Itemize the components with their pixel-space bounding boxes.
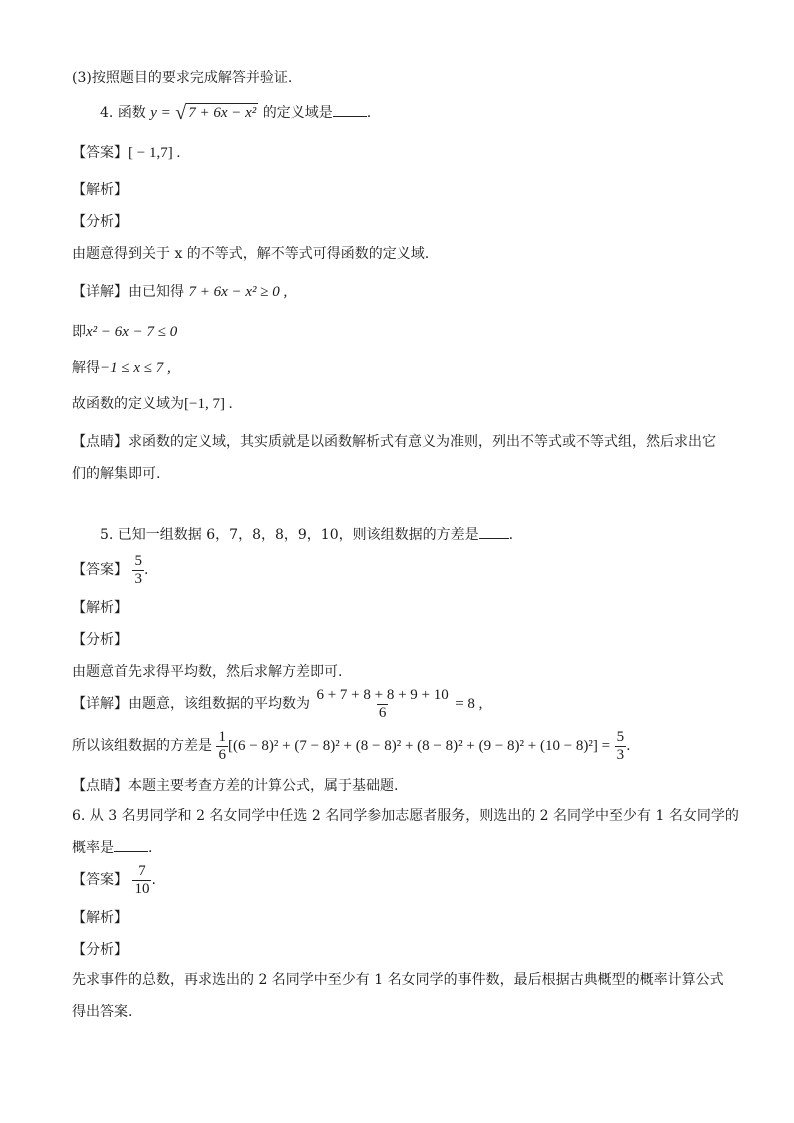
question-6: 6. 从 3 名男同学和 2 名女同学中任选 2 名同学参加志愿者服务，则选出的 2 名同学中至少有 1 名女同学的 bbox=[72, 808, 739, 824]
variance-expression: [(6 − 8)² + (7 − 8)² + (8 − 8)² + (8 − 8)² + (9 − 8)² + (10 − 8)²] = bbox=[227, 738, 611, 754]
function-lhs: y = bbox=[150, 105, 171, 121]
dianjing-text: 求函数的定义域，其实质就是以函数解析式有意义为准则，列出不等式或不等式组，然后求出它 bbox=[128, 434, 716, 450]
step-line bbox=[72, 358, 171, 378]
mean-fraction bbox=[314, 687, 450, 722]
variance-text: 所以该组数据的方差是 bbox=[72, 738, 212, 754]
step-text: 即 bbox=[72, 324, 86, 340]
fraction-denominator: 10 bbox=[134, 880, 150, 897]
answer-fraction bbox=[132, 863, 151, 898]
jiexi-tag: 【解析】 bbox=[72, 182, 128, 198]
step-3-text: (3)按照题目的要求完成解答并验证. bbox=[72, 70, 293, 86]
dianjing-line bbox=[72, 432, 716, 452]
question-end: . bbox=[366, 105, 372, 121]
answer-end: . bbox=[143, 562, 149, 578]
fraction-denominator: 3 bbox=[616, 746, 625, 763]
step-line bbox=[72, 394, 232, 414]
fenxi-text: 由题意首先求得平均数，然后求解方差即可. bbox=[72, 664, 343, 680]
step-text: 解得 bbox=[72, 360, 100, 376]
question-text: 概率是 bbox=[72, 840, 114, 856]
question-text: 5. 已知一组数据 6，7，8，8，9，10，则该组数据的方差是 bbox=[100, 527, 479, 543]
variance-coefficient bbox=[216, 729, 228, 764]
detail-line bbox=[72, 686, 482, 722]
detail-tag: 【详解】 bbox=[72, 696, 128, 712]
answer-tag: 【答案】 bbox=[72, 145, 128, 161]
fenxi-tag: 【分析】 bbox=[72, 214, 128, 230]
detail-math: 7 + 6x − x² ≥ 0 , bbox=[188, 284, 288, 300]
fenxi-text-cont: 得出答案. bbox=[72, 1004, 133, 1020]
dianjing-tag: 【点睛】 bbox=[72, 778, 128, 794]
sqrt-symbol: √ bbox=[175, 102, 187, 124]
answer-end: . bbox=[151, 872, 156, 888]
answer-blank bbox=[479, 524, 509, 539]
detail-tag: 【详解】 bbox=[72, 284, 128, 300]
detail-text: 由已知得 bbox=[128, 284, 184, 300]
fenxi-text: 由题意得到关于 x 的不等式，解不等式可得函数的定义域. bbox=[72, 246, 430, 262]
step-math: −1 ≤ x ≤ 7 , bbox=[100, 360, 171, 376]
dianjing-line bbox=[72, 776, 398, 796]
dianjing-text-cont: 们的解集即可. bbox=[72, 466, 161, 482]
dianjing-text: 本题主要考查方差的计算公式，属于基础题. bbox=[128, 778, 399, 794]
question-text: 的定义域是 bbox=[262, 105, 333, 121]
step-text: 故函数的定义域为 bbox=[72, 396, 184, 412]
answer-line bbox=[72, 143, 180, 163]
step-line bbox=[72, 322, 177, 342]
question-number: 4. bbox=[100, 105, 114, 121]
detail-line bbox=[72, 282, 287, 302]
answer-line bbox=[72, 552, 148, 588]
fraction-denominator: 3 bbox=[134, 570, 142, 587]
fenxi-tag: 【分析】 bbox=[72, 942, 128, 958]
fraction-numerator: 5 bbox=[134, 552, 142, 569]
dianjing-tag: 【点睛】 bbox=[72, 434, 128, 450]
fenxi-tag: 【分析】 bbox=[72, 632, 128, 648]
variance-end: . bbox=[626, 738, 631, 754]
fraction-denominator: 6 bbox=[378, 704, 387, 721]
question-4 bbox=[100, 102, 371, 123]
jiexi-tag: 【解析】 bbox=[72, 600, 128, 616]
fraction-numerator: 1 bbox=[218, 728, 226, 745]
step-math: [−1, 7] . bbox=[184, 396, 233, 412]
answer-tag: 【答案】 bbox=[72, 562, 128, 578]
answer-value: [ − 1,7] . bbox=[128, 145, 181, 161]
variance-line bbox=[72, 728, 631, 764]
fenxi-text: 先求事件的总数，再求选出的 2 名同学中至少有 1 名女同学的事件数，最后根据古典概型的概率计算公式 bbox=[72, 972, 724, 988]
question-text: 函数 bbox=[117, 105, 146, 121]
question-5 bbox=[100, 524, 513, 545]
variance-result bbox=[615, 729, 627, 764]
answer-blank bbox=[114, 837, 148, 852]
fraction-numerator: 5 bbox=[616, 728, 625, 745]
answer-blank bbox=[333, 102, 367, 117]
step-math: x² − 6x − 7 ≤ 0 bbox=[86, 324, 178, 340]
fraction-denominator: 6 bbox=[218, 746, 226, 763]
question-end: . bbox=[148, 840, 153, 856]
answer-tag: 【答案】 bbox=[72, 872, 128, 888]
mean-result: = 8 , bbox=[455, 696, 483, 712]
sqrt-expression bbox=[175, 103, 258, 123]
question-6-cont bbox=[72, 837, 152, 858]
detail-text: 由题意，该组数据的平均数为 bbox=[128, 696, 310, 712]
question-end: . bbox=[508, 527, 514, 543]
fraction-numerator: 7 bbox=[138, 862, 146, 879]
answer-fraction bbox=[132, 553, 144, 588]
jiexi-tag: 【解析】 bbox=[72, 910, 128, 926]
answer-line bbox=[72, 862, 156, 898]
radicand: 7 + 6x − x² bbox=[188, 105, 257, 121]
fraction-numerator: 6 + 7 + 8 + 8 + 9 + 10 bbox=[316, 686, 449, 703]
